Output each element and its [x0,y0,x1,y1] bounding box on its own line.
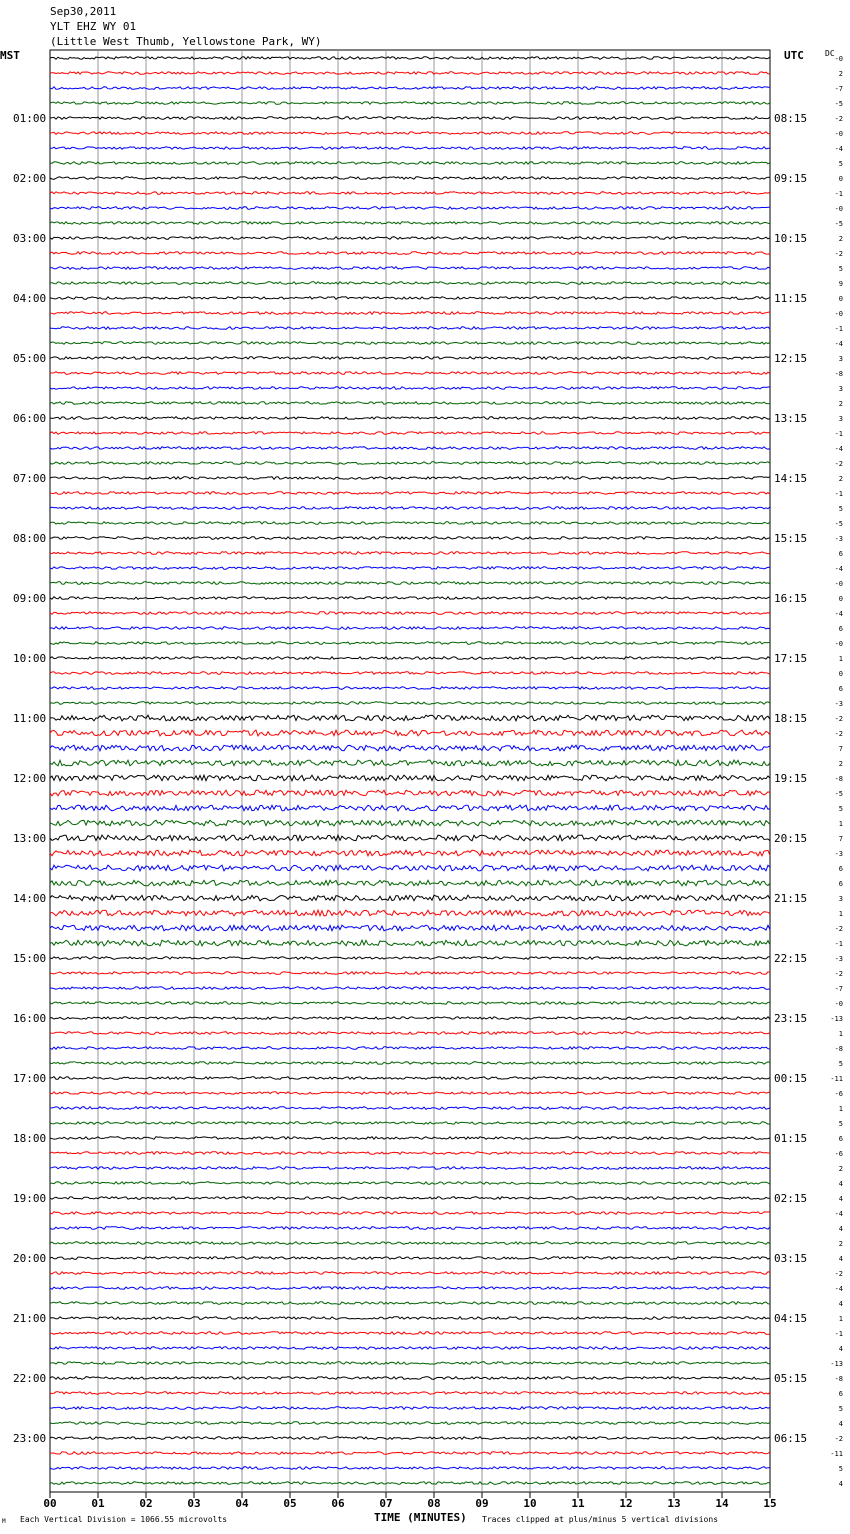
dc-offset-label: -3 [834,850,843,858]
seismic-trace [50,552,770,555]
left-hour-label: 06:00 [13,412,47,425]
seismic-trace [50,1197,770,1200]
seismic-trace [50,597,770,600]
dc-offset-label: -4 [834,145,843,153]
dc-offset-label: -2 [834,460,843,468]
dc-offset-label: -5 [834,520,843,528]
seismic-trace [50,850,770,856]
seismic-trace [50,702,770,705]
dc-offset-label: 5 [838,805,843,813]
right-hour-label: 11:15 [774,292,808,305]
dc-offset-label: 5 [838,160,843,168]
dc-offset-label: -0 [834,205,843,213]
x-tick-label: 08 [427,1497,441,1510]
dc-offset-label: 5 [838,1405,843,1413]
x-tick-label: 01 [91,1497,105,1510]
seismic-trace [50,790,770,796]
seismic-trace [50,1272,770,1275]
seismic-trace [50,132,770,135]
seismic-trace [50,252,770,255]
dc-offset-label: 4 [838,1300,843,1308]
seismic-trace [50,820,770,826]
dc-offset-label: 6 [838,1390,843,1398]
dc-offset-label: -2 [834,1270,843,1278]
dc-offset-label: 2 [838,760,843,768]
dc-offset-label: -7 [834,985,843,993]
dc-offset-label: 1 [838,1105,843,1113]
left-hour-label: 17:00 [13,1072,47,1085]
seismic-trace [50,1092,770,1095]
plot-date: Sep30,2011 [50,5,117,18]
seismic-trace [50,1032,770,1035]
dc-offset-label: 3 [838,385,843,393]
station-code: YLT EHZ WY 01 [50,20,137,33]
seismic-trace [50,987,770,990]
seismic-trace [50,910,770,916]
seismic-trace [50,745,770,751]
dc-offset-label: 3 [838,895,843,903]
right-hour-label: 16:15 [774,592,808,605]
x-axis-title: TIME (MINUTES) [374,1511,467,1524]
dc-offset-label: -4 [834,445,843,453]
seismic-trace [50,1227,770,1230]
dc-offset-label: 5 [838,1465,843,1473]
dc-offset-label: -8 [834,775,843,783]
dc-offset-label: 2 [838,1240,843,1248]
right-hour-label: 13:15 [774,412,808,425]
left-hour-label: 09:00 [13,592,47,605]
seismic-trace [50,1422,770,1425]
left-hour-label: 11:00 [13,712,47,725]
seismic-trace [50,1002,770,1005]
right-hour-label: 04:15 [774,1312,808,1325]
seismic-trace [50,1242,770,1245]
seismic-trace [50,237,770,240]
seismic-trace [50,957,770,960]
seismic-trace [50,537,770,540]
right-hour-label: 21:15 [774,892,808,905]
left-hour-label: 14:00 [13,892,47,905]
dc-offset-label: 0 [838,295,843,303]
x-tick-label: 03 [187,1497,201,1510]
dc-offset-label: -1 [834,325,843,333]
seismic-trace [50,835,770,841]
seismic-trace [50,880,770,886]
seismic-trace [50,715,770,721]
x-tick-label: 05 [283,1497,297,1510]
seismic-trace [50,1122,770,1125]
dc-offset-label: -4 [834,1285,843,1293]
seismic-trace [50,1437,770,1440]
dc-offset-label: 0 [838,595,843,603]
seismic-trace [50,1347,770,1350]
x-tick-label: 04 [235,1497,249,1510]
right-hour-label: 10:15 [774,232,808,245]
right-hour-label: 05:15 [774,1372,808,1385]
seismic-trace [50,327,770,330]
seismic-trace [50,192,770,195]
dc-offset-label: -6 [834,1150,843,1158]
seismic-trace [50,372,770,375]
seismic-trace [50,312,770,315]
x-tick-label: 07 [379,1497,393,1510]
dc-offset-label: -2 [834,925,843,933]
dc-offset-label: 6 [838,880,843,888]
dc-offset-label: -1 [834,940,843,948]
seismic-trace [50,1182,770,1185]
x-tick-label: 06 [331,1497,345,1510]
dc-offset-label: -3 [834,955,843,963]
seismic-trace [50,687,770,690]
dc-offset-label: -3 [834,535,843,543]
seismic-trace [50,972,770,975]
left-hour-label: 22:00 [13,1372,47,1385]
dc-offset-label: 4 [838,1225,843,1233]
dc-offset-label: 4 [838,1480,843,1488]
right-hour-label: 02:15 [774,1192,808,1205]
dc-offset-label: -0 [834,1000,843,1008]
seismic-trace [50,1167,770,1170]
left-hour-label: 12:00 [13,772,47,785]
left-hour-label: 16:00 [13,1012,47,1025]
seismic-trace [50,207,770,210]
dc-offset-label: -11 [830,1450,843,1458]
seismic-trace [50,522,770,525]
seismic-trace [50,57,770,60]
dc-offset-label: -1 [834,190,843,198]
dc-offset-label: -11 [830,1075,843,1083]
dc-offset-header: DC [825,49,835,58]
dc-offset-label: -13 [830,1360,843,1368]
seismic-trace [50,627,770,630]
seismic-trace [50,1017,770,1020]
seismic-trace [50,1287,770,1290]
dc-offset-label: -0 [834,130,843,138]
seismic-trace [50,117,770,120]
x-tick-label: 00 [43,1497,57,1510]
dc-offset-label: 6 [838,550,843,558]
dc-offset-label: 6 [838,1135,843,1143]
left-hour-label: 23:00 [13,1432,47,1445]
seismic-trace [50,657,770,660]
seismic-trace [50,940,770,946]
seismic-trace [50,612,770,615]
seismic-trace [50,865,770,871]
seismic-trace [50,1392,770,1395]
seismic-trace [50,282,770,285]
left-hour-label: 05:00 [13,352,47,365]
seismic-trace [50,1137,770,1140]
right-hour-label: 03:15 [774,1252,808,1265]
left-hour-label: 20:00 [13,1252,47,1265]
seismic-trace [50,1377,770,1380]
seismic-trace [50,162,770,165]
dc-offset-label: 4 [838,1255,843,1263]
dc-offset-label: 2 [838,475,843,483]
right-hour-label: 22:15 [774,952,808,965]
dc-offset-label: -8 [834,1375,843,1383]
x-tick-label: 02 [139,1497,153,1510]
seismic-trace [50,1257,770,1260]
seismic-trace [50,462,770,465]
seismic-trace [50,642,770,645]
seismic-trace [50,507,770,510]
left-hour-label: 10:00 [13,652,47,665]
left-timezone-label: MST [0,49,20,62]
dc-offset-label: -5 [834,790,843,798]
vertical-scale-note: Each Vertical Division = 1066.55 microvolts [20,1515,228,1524]
dc-offset-label: -8 [834,1045,843,1053]
seismic-trace [50,1302,770,1305]
dc-offset-label: -0 [834,310,843,318]
seismic-trace [50,760,770,766]
dc-offset-label: 5 [838,265,843,273]
seismic-trace [50,805,770,811]
x-tick-label: 09 [475,1497,489,1510]
dc-offset-label: -8 [834,370,843,378]
seismic-trace [50,1107,770,1110]
dc-offset-label: 4 [838,1420,843,1428]
left-hour-label: 15:00 [13,952,47,965]
dc-offset-label: 5 [838,505,843,513]
x-tick-label: 13 [667,1497,681,1510]
dc-offset-label: -0 [834,55,843,63]
right-hour-label: 15:15 [774,532,808,545]
seismic-trace [50,222,770,225]
dc-offset-label: -4 [834,565,843,573]
seismic-trace [50,1212,770,1215]
dc-offset-label: -1 [834,430,843,438]
dc-offset-label: -2 [834,250,843,258]
x-tick-label: 12 [619,1497,633,1510]
dc-offset-label: 6 [838,865,843,873]
seismic-trace [50,102,770,105]
dc-offset-label: 3 [838,355,843,363]
dc-offset-label: -4 [834,1210,843,1218]
dc-offset-label: 2 [838,1165,843,1173]
dc-offset-label: -2 [834,715,843,723]
seismic-trace [50,417,770,420]
dc-offset-label: -0 [834,580,843,588]
dc-offset-label: 2 [838,235,843,243]
seismic-trace [50,1152,770,1155]
dc-offset-label: -4 [834,340,843,348]
plot-frame [50,50,770,1492]
seismic-trace [50,895,770,901]
seismic-trace [50,1452,770,1455]
dc-offset-label: 2 [838,70,843,78]
left-hour-label: 13:00 [13,832,47,845]
seismic-trace [50,1482,770,1485]
dc-offset-label: 4 [838,1180,843,1188]
dc-offset-label: 4 [838,1195,843,1203]
dc-offset-label: 4 [838,1345,843,1353]
x-tick-label: 10 [523,1497,537,1510]
seismic-trace [50,775,770,781]
dc-offset-label: -3 [834,700,843,708]
dc-offset-label: -2 [834,970,843,978]
seismic-trace [50,1332,770,1335]
seismic-trace [50,1317,770,1320]
dc-offset-label: 0 [838,175,843,183]
dc-offset-label: 7 [838,835,843,843]
x-tick-label: 15 [763,1497,777,1510]
dc-offset-label: 7 [838,745,843,753]
seismic-trace [50,177,770,180]
seismic-trace [50,72,770,75]
dc-offset-label: -13 [830,1015,843,1023]
dc-offset-label: 1 [838,1030,843,1038]
left-hour-label: 21:00 [13,1312,47,1325]
seismic-trace [50,582,770,585]
left-hour-label: 04:00 [13,292,47,305]
left-hour-label: 03:00 [13,232,47,245]
seismic-trace [50,1407,770,1410]
seismic-trace [50,267,770,270]
seismic-trace [50,147,770,150]
right-hour-label: 00:15 [774,1072,808,1085]
right-timezone-label: UTC [784,49,804,62]
seismic-trace [50,567,770,570]
seismic-trace [50,730,770,736]
seismic-trace [50,297,770,300]
dc-offset-label: -4 [834,610,843,618]
dc-offset-label: -1 [834,1330,843,1338]
seismic-trace [50,387,770,390]
right-hour-label: 20:15 [774,832,808,845]
seismic-trace [50,672,770,675]
right-hour-label: 19:15 [774,772,808,785]
seismic-trace [50,1047,770,1050]
seismic-trace [50,477,770,480]
left-hour-label: 02:00 [13,172,47,185]
seismic-trace [50,342,770,345]
corner-mark: M [2,1518,6,1525]
seismic-trace [50,1362,770,1365]
dc-offset-label: -5 [834,100,843,108]
x-tick-label: 11 [571,1497,585,1510]
right-hour-label: 12:15 [774,352,808,365]
seismic-trace [50,1077,770,1080]
station-location: (Little West Thumb, Yellowstone Park, WY) [50,35,322,48]
dc-offset-label: 9 [838,280,843,288]
dc-offset-label: -5 [834,220,843,228]
dc-offset-label: 1 [838,1315,843,1323]
dc-offset-label: -7 [834,85,843,93]
left-hour-label: 07:00 [13,472,47,485]
right-hour-label: 09:15 [774,172,808,185]
dc-offset-label: 6 [838,685,843,693]
clip-note: Traces clipped at plus/minus 5 vertical divisions [482,1515,719,1524]
dc-offset-label: 1 [838,820,843,828]
left-hour-label: 08:00 [13,532,47,545]
dc-offset-label: -2 [834,115,843,123]
right-hour-label: 23:15 [774,1012,808,1025]
dc-offset-label: 1 [838,655,843,663]
dc-offset-label: 5 [838,1060,843,1068]
seismic-trace [50,357,770,360]
left-hour-label: 01:00 [13,112,47,125]
seismic-trace [50,87,770,90]
dc-offset-label: -2 [834,730,843,738]
seismic-trace [50,1467,770,1470]
right-hour-label: 17:15 [774,652,808,665]
seismic-trace [50,402,770,405]
dc-offset-label: -0 [834,640,843,648]
x-tick-label: 14 [715,1497,729,1510]
dc-offset-label: 5 [838,1120,843,1128]
dc-offset-label: 2 [838,400,843,408]
right-hour-label: 01:15 [774,1132,808,1145]
seismic-trace [50,432,770,435]
dc-offset-label: 3 [838,415,843,423]
right-hour-label: 06:15 [774,1432,808,1445]
dc-offset-label: 6 [838,625,843,633]
right-hour-label: 14:15 [774,472,808,485]
right-hour-label: 18:15 [774,712,808,725]
seismic-trace [50,447,770,450]
dc-offset-label: 0 [838,670,843,678]
dc-offset-label: -6 [834,1090,843,1098]
right-hour-label: 08:15 [774,112,808,125]
left-hour-label: 18:00 [13,1132,47,1145]
left-hour-label: 19:00 [13,1192,47,1205]
dc-offset-label: -1 [834,490,843,498]
dc-offset-label: 1 [838,910,843,918]
dc-offset-label: -2 [834,1435,843,1443]
seismic-trace [50,492,770,495]
seismic-trace [50,925,770,931]
seismic-trace [50,1062,770,1065]
